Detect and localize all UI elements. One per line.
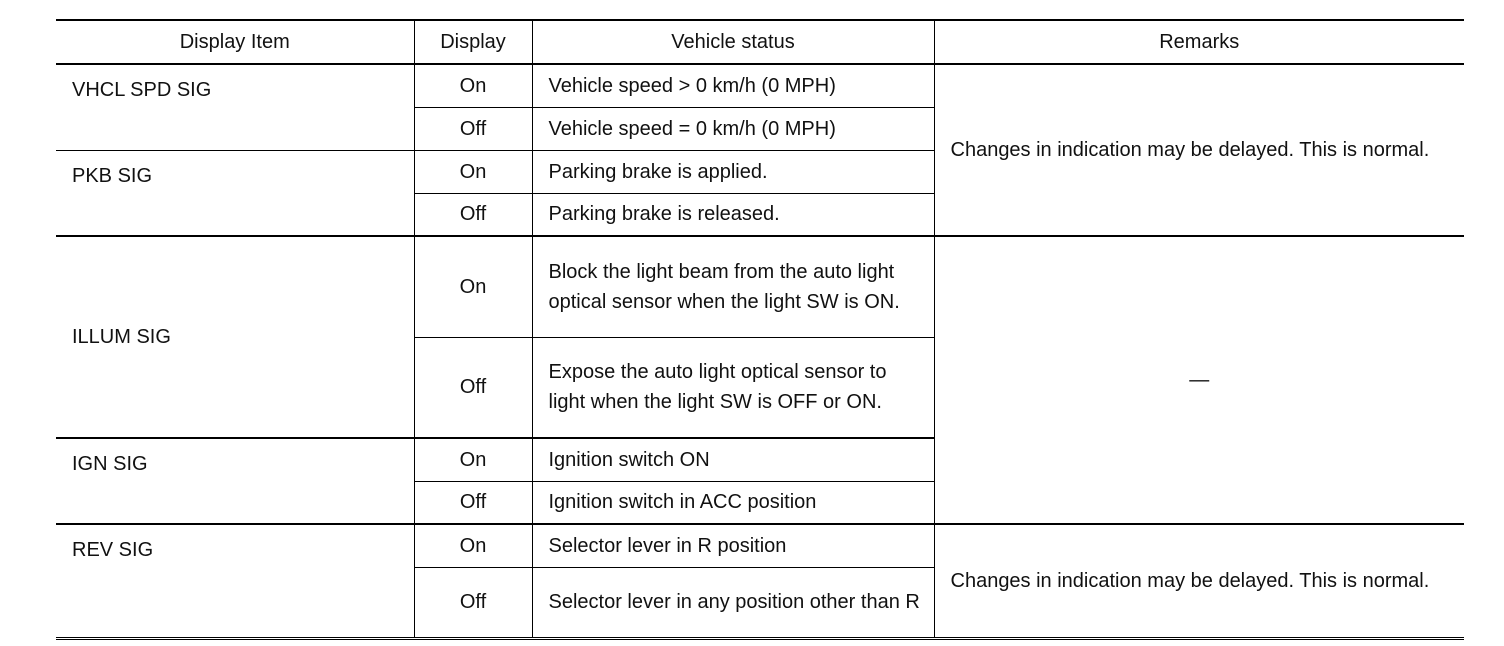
vehicle-status: Selector lever in any position other than R [532, 567, 934, 638]
display-value-on: On [414, 64, 532, 107]
vehicle-status: Expose the auto light optical sensor to light when the light SW is OFF or ON. [532, 337, 934, 438]
vehicle-status: Ignition switch in ACC position [532, 481, 934, 524]
display-value-off: Off [414, 337, 532, 438]
vehicle-status: Parking brake is released. [532, 193, 934, 236]
table-header-row [56, 20, 1464, 64]
header-display-item: Display Item [56, 20, 414, 64]
table-row [56, 524, 1464, 567]
header-remarks: Remarks [934, 20, 1464, 64]
header-display: Display [414, 20, 532, 64]
table-row [56, 64, 1464, 107]
display-item-ign-sig: IGN SIG [56, 438, 414, 524]
display-value-on: On [414, 438, 532, 481]
vehicle-status: Vehicle speed > 0 km/h (0 MPH) [532, 64, 934, 107]
vehicle-status: Vehicle speed = 0 km/h (0 MPH) [532, 107, 934, 150]
signal-display-table [56, 19, 1464, 640]
display-value-on: On [414, 150, 532, 193]
display-value-off: Off [414, 481, 532, 524]
table-row [56, 236, 1464, 337]
vehicle-status: Ignition switch ON [532, 438, 934, 481]
remarks-cell: Changes in indication may be delayed. This is normal. [934, 524, 1464, 638]
display-value-on: On [414, 236, 532, 337]
remarks-cell: Changes in indication may be delayed. This is normal. [934, 64, 1464, 236]
vehicle-status: Block the light beam from the auto light optical sensor when the light SW is ON. [532, 236, 934, 337]
display-item-vhcl-spd-sig: VHCL SPD SIG [56, 64, 414, 150]
display-item-pkb-sig: PKB SIG [56, 150, 414, 236]
display-value-off: Off [414, 193, 532, 236]
display-item-rev-sig: REV SIG [72, 539, 154, 561]
display-value-off: Off [414, 107, 532, 150]
vehicle-status: Parking brake is applied. [532, 150, 934, 193]
header-vehicle-status: Vehicle status [532, 20, 934, 64]
display-item-illum-sig: ILLUM SIG [56, 236, 414, 438]
display-value-on: On [414, 524, 532, 567]
vehicle-status: Selector lever in R position [532, 524, 934, 567]
remarks-cell: — [934, 236, 1464, 524]
display-value-off: Off [414, 567, 532, 638]
